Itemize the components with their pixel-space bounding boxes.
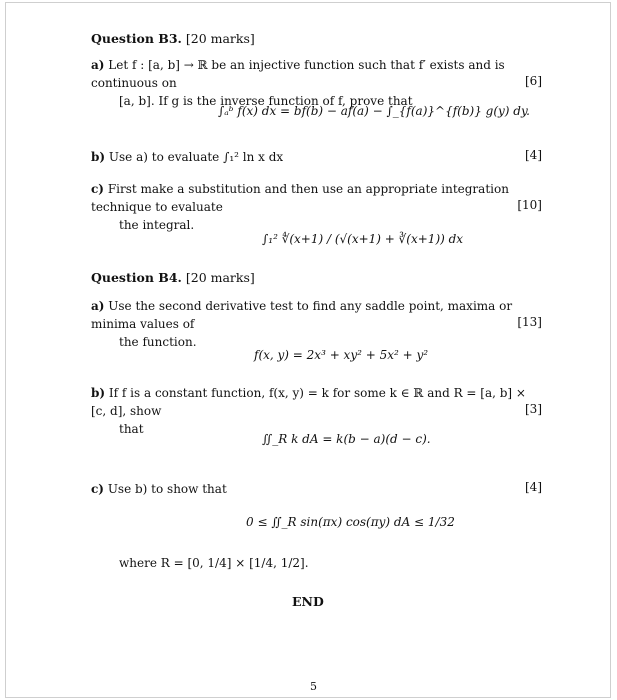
- b3a-marks: [6]: [525, 74, 542, 88]
- b4c-equation: 0 ≤ ∬_R sin(πx) cos(πy) dA ≤ 1/32: [246, 515, 455, 529]
- end-label: END: [292, 594, 324, 609]
- question-b4-heading: [91, 270, 255, 285]
- b4a-label: a): [91, 299, 105, 313]
- b4a-text-line2: the function.: [119, 335, 197, 349]
- b3c-label: c): [91, 182, 104, 196]
- b3c-equation: ∫₁² ∜(x+1) / (√(x+1) + ∛(x+1)) dx: [262, 232, 464, 246]
- b4a-marks: [13]: [517, 315, 542, 329]
- b3a-text-line1: Let f : [a, b] → ℝ be an injective function such that f′ exists and is continuous on: [91, 58, 505, 90]
- b4c-footer: where R = [0, 1/4] × [1/4, 1/2].: [119, 556, 309, 570]
- b4a-equation: f(x, y) = 2x³ + xy² + 5x² + y²: [254, 348, 429, 362]
- b3-part-b: [91, 148, 541, 166]
- b3c-text-line2: the integral.: [119, 218, 195, 232]
- b3-part-c: [91, 180, 541, 234]
- b4-part-a: [91, 297, 541, 351]
- question-b4-title: Question B4.: [91, 270, 182, 285]
- b4c-text: Use b) to show that: [107, 482, 227, 496]
- question-b4-marks: [20 marks]: [185, 270, 255, 285]
- b4b-text-line2: that: [119, 422, 144, 436]
- b4c-label: c): [91, 482, 104, 496]
- question-b3-title: Question B3.: [91, 31, 182, 46]
- b4-part-c: [91, 480, 541, 498]
- b3b-marks: [4]: [525, 148, 542, 162]
- b3a-text-line2: [a, b]. If g is the inverse function of f, prove that: [119, 94, 413, 108]
- b3-part-a: [91, 56, 541, 110]
- b3a-equation: ∫ₐᵇ f(x) dx = bf(b) − af(a) − ∫_{f(a)}^{f(b)} g(y) dy.: [218, 104, 530, 118]
- b4b-text-line1: If f is a constant function, f(x, y) = k for some k ∈ ℝ and R = [a, b] × [c, d], show: [91, 386, 526, 418]
- b4c-marks: [4]: [525, 480, 542, 494]
- b4b-marks: [3]: [525, 402, 542, 416]
- b4a-text-line1: Use the second derivative test to find any saddle point, maxima or minima values of: [91, 299, 513, 331]
- question-b3-heading: [91, 31, 255, 46]
- b4b-equation: ∬_R k dA = k(b − a)(d − c).: [262, 432, 431, 446]
- b3b-label: b): [91, 150, 106, 164]
- b4b-label: b): [91, 386, 106, 400]
- b4-part-b: [91, 384, 541, 438]
- b3c-text-line1: First make a substitution and then use an appropriate integration technique to evaluate: [91, 182, 509, 214]
- question-b3-marks: [20 marks]: [185, 31, 255, 46]
- b3a-label: a): [91, 58, 105, 72]
- b3b-text: Use a) to evaluate ∫₁² ln x dx: [108, 150, 284, 164]
- page-number: 5: [310, 680, 317, 693]
- b3c-marks: [10]: [517, 198, 542, 212]
